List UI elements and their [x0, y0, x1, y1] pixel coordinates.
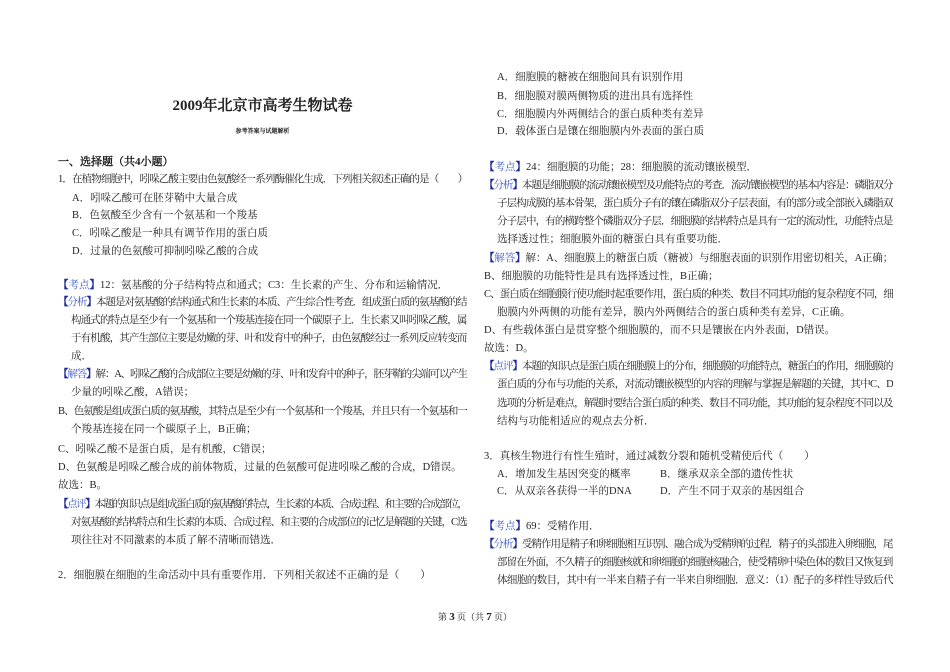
option-a: A．吲哚乙酸可在胚芽鞘中大量合成 — [72, 193, 238, 204]
page-number: 3 — [449, 611, 455, 623]
fenxi-line: 构通式的特点是至少有一个氨基和一个羧基连接在同一个碳原子上．生长素又叫吲哚乙酸，属 — [71, 315, 467, 326]
jieda-line: D、有些载体蛋白是贯穿整个细胞膜的，而不只是镶嵌在内外表面，D错误。 — [484, 325, 836, 336]
kaodian-line: 【考点】69：受精作用． — [484, 521, 600, 532]
fenxi-line: 选择透过性；细胞膜外面的糖蛋白具有重要功能． — [497, 234, 728, 245]
jieda-line: 胞膜内外两侧的功能有差异，膜内外两侧结合的蛋白质种类有差异，C正确。 — [497, 307, 851, 318]
option-d: D．载体蛋白是镶在细胞膜内外表面的蛋白质 — [497, 126, 705, 137]
fenxi-line: 部留在外面，不久精子的细胞核就和卵细胞的细胞核融合，使受精卵中染色体的数目又恢复到 — [497, 557, 893, 568]
fenxi-line: 子层构成膜的基本骨架，蛋白质分子有的镶在磷脂双分子层表面，有的部分或全部嵌入磷脂双 — [497, 198, 893, 209]
fenxi-line: 成． — [71, 351, 92, 362]
dianping-label: 【点评】 — [484, 361, 522, 372]
dianping-line: 项往往对不同激素的本质了解不清晰而错选． — [71, 535, 281, 546]
option-a: A．细胞膜的糖被在细胞间具有识别作用 — [497, 72, 684, 83]
fenxi-line: 体细胞的数目，其中有一半来自精子有一半来自卵细胞．意义：（1）配子的多样性导致后代 — [497, 575, 893, 586]
section-heading: 一、选择题（共4小题） — [58, 156, 174, 168]
kaodian-label: 【考点】 — [484, 521, 526, 532]
fenxi-line: 【分析】本题是细胞膜的流动镶嵌模型及功能特点的考查．流动镶嵌模型的基本内容是：磷脂双分 — [484, 180, 893, 191]
fenxi-label: 【分析】 — [484, 539, 522, 550]
option-b: B．细胞膜对膜两侧物质的进出具有选择性 — [497, 91, 694, 102]
answer-line: 故选：D。 — [484, 343, 534, 354]
jieda-line: 【解答】解：A、细胞膜上的糖蛋白质（糖被）与细胞表面的识别作用密切相关，A正确； — [484, 253, 893, 264]
page-subtitle: 参考答案与试题解析 — [235, 129, 290, 135]
fenxi-line: 分子层中，有的横跨整个磷脂双分子层．细胞膜的结构特点是具有一定的流动性，功能特点是 — [497, 216, 893, 227]
fenxi-line: 于有机酸，其产生部位主要是幼嫩的芽、叶和发育中的种子，由色氨酸经过一系列反应转变而 — [71, 333, 467, 344]
jieda-line: C、蛋白质在细胞膜行使功能时起重要作用，蛋白质的种类、数目不同其功能的复杂程度不同，细 — [484, 289, 893, 300]
jieda-line: 【解答】解：A、吲哚乙酸的合成部位主要是幼嫩的芽、叶和发育中的种子，胚芽鞘的尖端可以产生 — [58, 369, 467, 380]
jieda-line: 少量的吲哚乙酸，A错误； — [71, 387, 195, 398]
option-c: C．吲哚乙酸是一种具有调节作用的蛋白质 — [72, 228, 269, 239]
dianping-line: 蛋白质的分布与功能的关系，对流动镶嵌模型的内容的理解与掌握是解题的关键，其中C、D — [497, 379, 893, 390]
question-stem: 1．在植物细胞中，吲哚乙酸主要由色氨酸经一系列酶催化生成．下列相关叙述正确的是（ ） — [58, 174, 467, 185]
dianping-label: 【点评】 — [58, 499, 95, 510]
option-b: B．继承双亲全部的遗传性状 — [660, 469, 794, 480]
dianping-line: 对氨基酸的结构特点和生长素的本质、合成过程、和主要的合成部位的记忆是解题的关键，C选 — [71, 517, 467, 528]
page-title: 2009年北京市高考生物试卷 — [172, 98, 353, 114]
option-b: B．色氨酸至少含有一个氨基和一个羧基 — [72, 210, 258, 221]
dianping-line: 【点评】本题的知识点是蛋白质在细胞膜上的分布，细胞膜的功能特点，糖蛋白的作用，细胞膜的 — [484, 361, 893, 372]
option-c: C．细胞膜内外两侧结合的蛋白质种类有差异 — [497, 109, 704, 120]
option-a: A．增加发生基因突变的概率 — [497, 469, 631, 480]
jieda-line: C、吲哚乙酸不是蛋白质，是有机酸，C错误； — [58, 444, 272, 455]
jieda-line: 个羧基连接在同一个碳原子上，B正确； — [71, 424, 257, 435]
page-footer: 第 3 页（共 7 页） — [437, 611, 513, 623]
question-stem: 2．细胞膜在细胞的生命活动中具有重要作用．下列相关叙述不正确的是（ ） — [58, 570, 431, 581]
jieda-label: 【解答】 — [484, 253, 526, 264]
jieda-line: B、色氨酸是组成蛋白质的氨基酸，其特点是至少有一个氨基和一个羧基，并且只有一个氨基和一 — [58, 406, 467, 417]
fenxi-label: 【分析】 — [58, 297, 96, 308]
fenxi-line: 【分析】受精作用是精子和卵细胞相互识别、融合成为受精卵的过程．精子的头部进入卵细胞，尾 — [484, 539, 893, 550]
question-stem: 3．真核生物进行有性生殖时，通过减数分裂和随机受精使后代（ ） — [484, 451, 815, 462]
fenxi-label: 【分析】 — [484, 180, 522, 191]
kaodian-line: 【考点】24：细胞膜的功能；28：细胞膜的流动镶嵌模型． — [484, 162, 757, 173]
option-d: D．产生不同于双亲的基因组合 — [660, 486, 805, 497]
jieda-line: B、细胞膜的功能特性是具有选择透过性，B正确； — [484, 271, 719, 282]
kaodian-line: 【考点】12：氨基酸的分子结构特点和通式；C3：生长素的产生、分布和运输情况． — [58, 280, 449, 291]
option-d: D．过量的色氨酸可抑制吲哚乙酸的合成 — [72, 246, 259, 257]
dianping-line: 结构与功能相适应的观点去分析． — [497, 416, 655, 427]
option-c: C．从双亲各获得一半的DNA — [497, 486, 632, 497]
answer-line: 故选：B。 — [58, 480, 108, 491]
jieda-label: 【解答】 — [58, 369, 96, 380]
kaodian-label: 【考点】 — [484, 162, 526, 173]
page-total: 7 — [486, 611, 492, 623]
kaodian-label: 【考点】 — [58, 280, 100, 291]
dianping-line: 【点评】本题的知识点是组成蛋白质的氨基酸的特点，生长素的本质、合成过程、和主要的合成部位， — [58, 499, 467, 510]
dianping-line: 选项的分析是难点，解题时要结合蛋白质的种类、数目不同功能，其功能的复杂程度不同以及 — [497, 398, 893, 409]
jieda-line: D、色氨酸是吲哚乙酸合成的前体物质，过量的色氨酸可促进吲哚乙酸的合成，D错误。 — [58, 462, 462, 473]
fenxi-line: 【分析】本题是对氨基酸的结构通式和生长素的本质、产生综合性考查．组成蛋白质的氨基酸的结 — [58, 297, 467, 308]
